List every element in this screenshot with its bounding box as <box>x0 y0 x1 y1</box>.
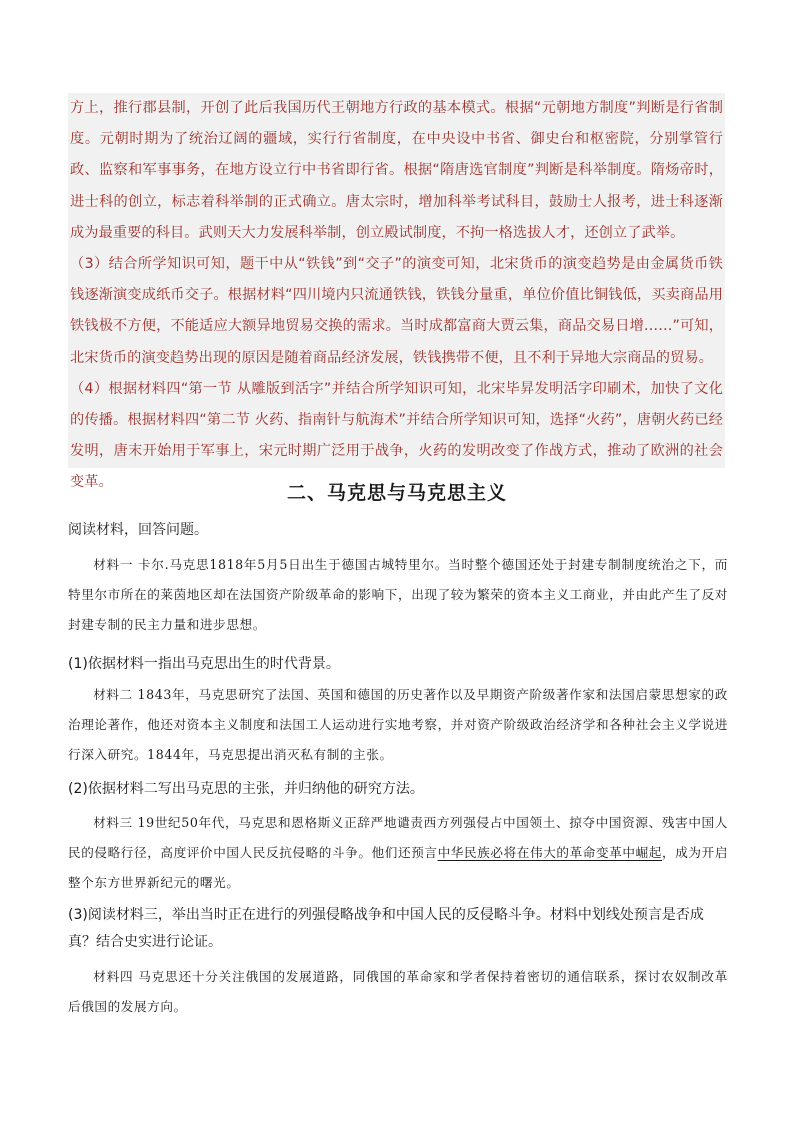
answer-paragraph-1: 方上，推行郡县制，开创了此后我国历代王朝地方行政的基本模式。根据“元朝地方制度”判断是行省制度。元朝时期为了统治辽阔的疆域，实行行省制度，在中央设中书省、御史台和枢密院，分别掌管行政、监察和军事事务，在地方设立行中书省即行省。根据“隋唐选官制度”判断是科举制度。隋炀帝时，进士科的创立，标志着科举制的正式确立。唐太宗时，增加科举考试科目，鼓励士人报考，进士科逐渐成为最重要的科目。武则天大力发展科举制，创立殿试制度，不拘一格选拔人才，还创立了武举。 <box>70 100 723 241</box>
question-3: (3)阅读材料三，举出当时正在进行的列强侵略战争和中国人民的反侵略斗争。材料中划线处预言是否成真？结合史实进行论证。 <box>68 907 704 950</box>
answer-paragraph-3: （3）结合所学知识可知，题干中从“铁钱”到“交子”的演变可知，北宋货币的演变趋势是由金属货币铁钱逐渐演变成纸币交子。根据材料“四川境内只流通铁钱，铁钱分量重，单位价值比铜钱低，买卖商品用铁钱极不方便，不能适应大额异地贸易交换的需求。当时成都富商大贾云集，商品交易日增……”可知，北宋货币的演变趋势出现的原因是随着商品经济发展，铁钱携带不便，且不利于异地大宗商品的贸易。 <box>70 256 723 366</box>
section-title: 二、马克思与马克思主义 <box>286 482 507 504</box>
answer-analysis-box <box>68 93 725 491</box>
material-4: 材料四 马克思还十分关注俄国的发展道路，同俄国的革命家和学者保持着密切的通信联系，探讨农奴制改革后俄国的发展方向。 <box>68 969 728 1014</box>
material-2: 材料二 1843年，马克思研究了法国、英国和德国的历史著作以及早期资产阶级著作家和法国启蒙思想家的政治理论著作，他还对资本主义制度和法国工人运动进行实地考察，并对资产阶级政治经济学和各种社会主义学说进行深入研究。1844年，马克思提出消灭私有制的主张。 <box>68 687 728 762</box>
question-2: (2)依据材料二写出马克思的主张，并归纳他的研究方法。 <box>68 781 424 797</box>
question-1: (1)依据材料一指出马克思出生的时代背景。 <box>68 656 340 672</box>
material-3 <box>68 808 728 898</box>
instruction-text: 阅读材料，回答问题。 <box>68 522 208 538</box>
material-3-text-before: 材料三 19世纪50年代，马克思和恩格斯义正辞严地谴责西方列强侵占中国领土、掠夺中国资源、残害中国人民的侵略行径，高度评价中国人民反抗侵略的斗争。他们还预言 <box>68 815 728 860</box>
material-1: 材料一 卡尔.马克思1818年5月5日出生于德国古城特里尔。当时整个德国还处于封建专制制度统治之下，而特里尔市所在的莱茵地区却在法国资产阶级革命的影响下，出现了较为繁荣的资本主义工商业，并由此产生了反对封建专制的民主力量和进步思想。 <box>68 557 728 632</box>
material-3-text-after: ，成为开启整个东方世界新纪元的曙光。 <box>68 845 729 890</box>
material-3-underlined-prophecy: 中华民族必将在伟大的革命变革中崛起 <box>437 845 663 860</box>
answer-paragraph-4: （4）根据材料四“第一节 从雕版到活字”并结合所学知识可知，北宋毕昇发明活字印刷术，加快了文化的传播。根据材料四“第二节 火药、指南针与航海术”并结合所学知识可知，选择“火药”，唐朝火药已经发明，唐末开始用于军事上，宋元时期广泛用于战争，火药的发明改变了作战方式，推动了欧洲的社会变革。 <box>70 380 723 491</box>
